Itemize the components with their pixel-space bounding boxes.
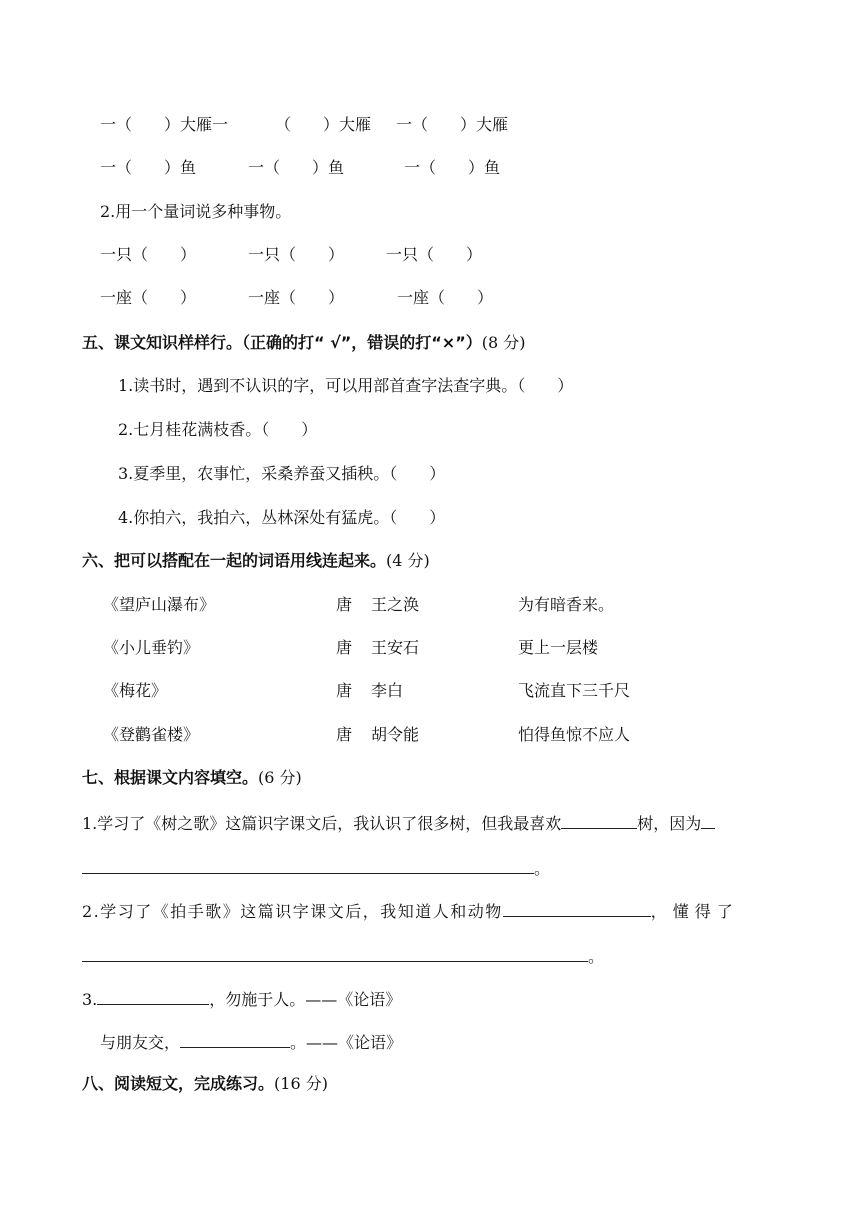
poem-line[interactable]: 怕得鱼惊不应人 xyxy=(518,725,631,744)
fill-item: 一（ ）鱼 xyxy=(248,158,345,177)
fill-item: 一座（ ） xyxy=(100,288,197,307)
fill-question-2 xyxy=(82,900,739,922)
fill-item: 一（ ）鱼 xyxy=(100,158,197,177)
fill-item: 一座（ ） xyxy=(248,288,345,307)
section-title: 八、阅读短文，完成练习。 xyxy=(82,1074,275,1093)
poem-line[interactable]: 更上一层楼 xyxy=(518,638,599,657)
poem-dynasty: 唐 xyxy=(336,725,353,744)
true-false-item: 2.七月桂花满枝香。（ ） xyxy=(118,420,318,439)
fill-item: 一（ ）大雁 xyxy=(396,115,509,134)
fill-question-4 xyxy=(100,1031,402,1053)
section-7-heading xyxy=(82,768,302,788)
answer-blank[interactable] xyxy=(97,988,209,1005)
section-score: (8 分) xyxy=(481,333,526,352)
answer-blank[interactable] xyxy=(180,1031,290,1048)
question-text: ，勿施于人。——《论语》 xyxy=(209,990,402,1009)
fill-item: 一只（ ） xyxy=(386,245,483,264)
question-text: 。——《论语》 xyxy=(290,1033,403,1052)
question-text: 。 xyxy=(588,947,605,966)
question-text: 1.学习了《树之歌》这篇识字课文后，我认识了很多树，但我最喜欢 xyxy=(82,814,562,833)
section-6-heading xyxy=(82,551,430,571)
poem-title[interactable]: 《小儿垂钓》 xyxy=(103,638,200,657)
answer-blank[interactable] xyxy=(561,812,637,829)
answer-blank[interactable] xyxy=(82,857,534,874)
section-8-heading xyxy=(82,1074,328,1094)
answer-blank[interactable] xyxy=(503,900,651,917)
question-text: 树，因为 xyxy=(637,814,702,833)
answer-blank[interactable] xyxy=(701,812,715,829)
question-text: ，懂得了 xyxy=(650,902,739,921)
section-title: 五、课文知识样样行。（正确的打“ √”，错误的打“×”） xyxy=(82,333,482,352)
fill-item: 一（ ）大雁一 xyxy=(100,115,229,134)
poem-author[interactable]: 王之涣 xyxy=(371,595,420,614)
poem-dynasty: 唐 xyxy=(336,595,353,614)
question-text: 2.用一个量词说多种事物。 xyxy=(100,202,292,221)
poem-line[interactable]: 飞流直下三千尺 xyxy=(518,681,631,700)
section-title: 七、根据课文内容填空。 xyxy=(82,768,259,787)
section-score: (4 分) xyxy=(386,551,430,570)
fill-item: （ ）大雁 xyxy=(275,115,372,134)
section-5-heading xyxy=(82,333,525,353)
answer-blank[interactable] xyxy=(82,945,588,962)
fill-item: 一只（ ） xyxy=(100,245,197,264)
fill-question-1 xyxy=(82,812,715,834)
section-score: (6 分) xyxy=(258,768,302,787)
true-false-item: 4.你拍六，我拍六，丛林深处有猛虎。（ ） xyxy=(118,508,446,527)
fill-item: 一只（ ） xyxy=(248,245,345,264)
fill-question-2-cont xyxy=(82,945,604,967)
fill-question-1-cont xyxy=(82,857,550,879)
fill-item: 一（ ）鱼 xyxy=(404,158,501,177)
question-text: 2.学习了《拍手歌》这篇识字课文后，我知道人和动物 xyxy=(82,902,503,921)
poem-author[interactable]: 王安石 xyxy=(371,638,420,657)
question-text: 。 xyxy=(534,859,551,878)
poem-line[interactable]: 为有暗香来。 xyxy=(518,595,615,614)
poem-dynasty: 唐 xyxy=(336,638,353,657)
poem-title[interactable]: 《梅花》 xyxy=(103,681,168,700)
question-text: 与朋友交， xyxy=(100,1033,181,1052)
poem-author[interactable]: 李白 xyxy=(371,681,404,700)
section-title: 六、把可以搭配在一起的词语用线连起来。 xyxy=(82,551,387,570)
poem-dynasty: 唐 xyxy=(336,681,353,700)
fill-question-3 xyxy=(82,988,401,1010)
true-false-item: 1.读书时，遇到不认识的字，可以用部首查字法查字典。（ ） xyxy=(118,376,574,395)
poem-title[interactable]: 《登鹳雀楼》 xyxy=(103,725,200,744)
poem-title[interactable]: 《望庐山瀑布》 xyxy=(103,595,216,614)
poem-author[interactable]: 胡令能 xyxy=(371,725,420,744)
question-text: 3. xyxy=(82,990,98,1009)
true-false-item: 3.夏季里，农事忙，采桑养蚕又插秧。（ ） xyxy=(118,464,446,483)
fill-item: 一座（ ） xyxy=(397,288,494,307)
section-score: (16 分) xyxy=(274,1074,328,1093)
